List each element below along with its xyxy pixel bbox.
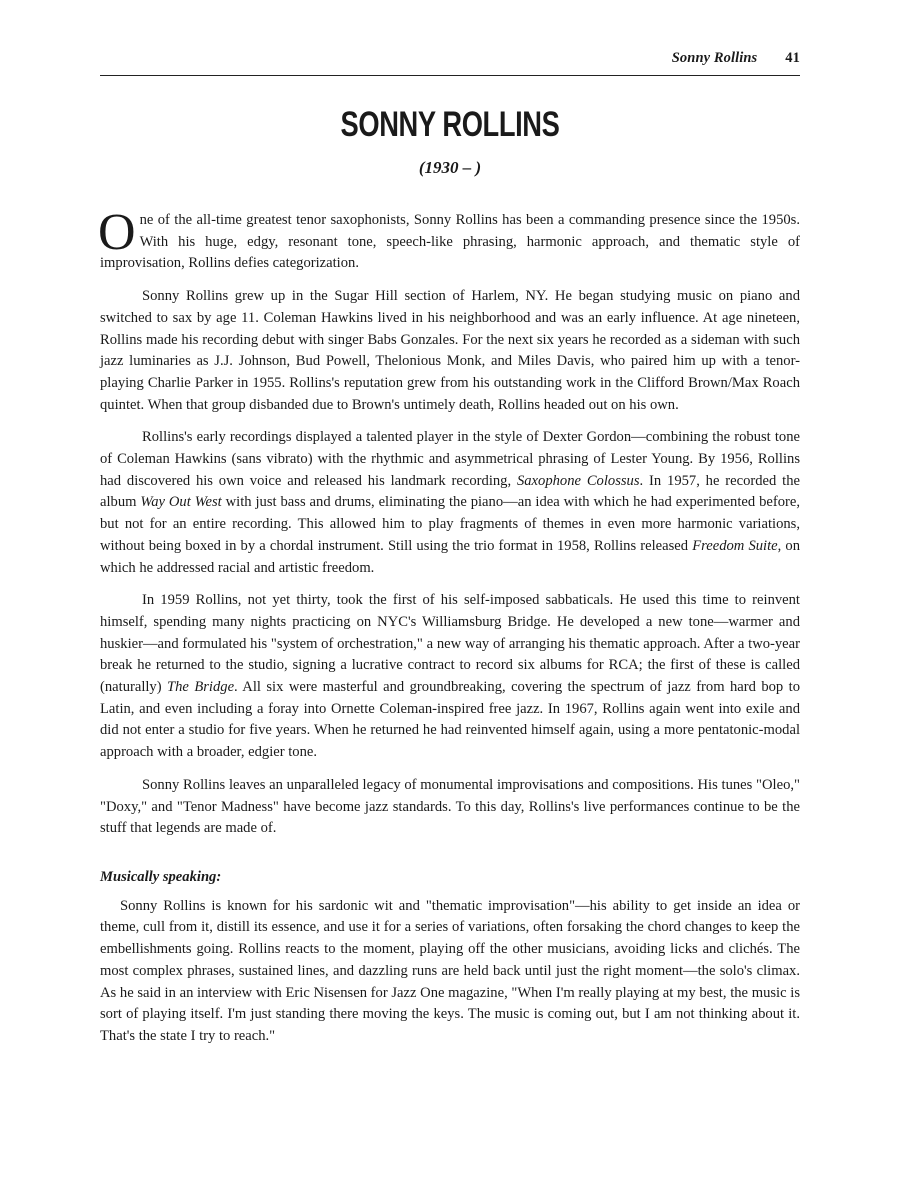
drop-cap: O (98, 204, 136, 261)
article-body (98, 204, 801, 1059)
album-title-the-bridge: The Bridge (167, 679, 235, 696)
paragraph-sabbaticals (100, 590, 800, 764)
chapter-title: SONNY ROLLINS (340, 105, 560, 144)
header-rule (100, 75, 800, 76)
album-title-saxophone-colossus: Saxophone Colossus (516, 472, 640, 489)
running-head-title: Sonny Rollins (671, 50, 758, 66)
life-dates: (1930 – ) (418, 158, 482, 177)
paragraph-intro (98, 204, 800, 275)
paragraph-musically-speaking: Sonny Rollins is known for his sardonic wit and "thematic improvisation"—his ability to get inside an idea or theme, cull from it, distill its essence, and use it for a series of variations, often forsaking the chord changes to keep the embellishments going. Rollins reacts to the moment, playing off the other musicians, avoiding licks and clichés. The most complex phrases, sustained lines, and dazzling runs are held back until just the right moment—the solo's climax. As he said in an interview with Eric Nisensen for Jazz One magazine, "When I'm really playing at my best, the music is sort of playing itself. I'm just standing there moving the keys. The music is coming out, but I am not thinking about it. That's the state I try to reach." (100, 897, 800, 1044)
section-heading-musically-speaking: Musically speaking: (100, 868, 222, 885)
paragraph-early-life: Sonny Rollins grew up in the Sugar Hill section of Harlem, NY. He began studying music on piano and switched to sax by age 11. Coleman Hawkins lived in his neighborhood and was an early influence. At age nineteen, Rollins made his recording debut with singer Babs Gonzales. For the next six years he recorded as a sideman with such jazz luminaries as J.J. Johnson, Bud Powell, Thelonious Monk, and Miles Davis, who paired him up with a tenor-playing Charlie Parker in 1955. Rollins's reputation grew from his outstanding work in the Clifford Brown/Max Roach quintet. When that group disbanded due to Brown's untimely death, Rollins headed out on his own. (100, 288, 800, 413)
paragraph-text: , on which he addressed racial and artistic freedom. (100, 537, 801, 576)
paragraph-text: with just bass and drums, eliminating the piano—an idea with which he had experimented before, but not for an entire recording. This allowed him to play fragments of themes in even more harmonic variations, without being boxed in by a chordal instrument. Still using the trio format in 1958, Rollins released (100, 494, 800, 554)
album-title-freedom-suite: Freedom Suite (692, 537, 778, 554)
paragraph-text: ne of the all-time greatest tenor saxophonists, Sonny Rollins has been a commanding presence since the 1950s. With his huge, edgy, resonant tone, speech-like phrasing, harmonic approach, and thematic style of improvisation, Rollins defies categorization. (100, 212, 800, 272)
album-title-way-out-west: Way Out West (140, 494, 222, 511)
paragraph-text: . In 1957, he recorded the album (100, 472, 800, 511)
paragraph-early-recordings (100, 427, 800, 579)
paragraph-legacy: Sonny Rollins leaves an unparalleled legacy of monumental improvisations and compositions. His tunes "Oleo," "Doxy," and "Tenor Madness" have become jazz standards. To this day, Rollins's live performances continue to be the stuff that legends are made of. (100, 776, 800, 837)
page-number: 41 (785, 50, 800, 66)
running-head (672, 50, 800, 67)
paragraph-text: In 1959 Rollins, not yet thirty, took the first of his self-imposed sabbaticals. He used this time to reinvent himself, spending many nights practicing on NYC's Williamsburg Bridge. He developed a new tone—warmer and huskier—and formulated his "system of orchestration," a new way of arranging his thematic approach. After a two-year break he returned to the studio, signing a lucrative contract to record six albums for RCA; the first of these is called (naturally) (100, 592, 800, 696)
paragraph-text: Rollins's early recordings displayed a talented player in the style of Dexter Gordon—combining the robust tone of Coleman Hawkins (sans vibrato) with the rhythmic and asymmetrical phrasing of Lester Young. By 1956, Rollins had discovered his own voice and released his landmark recording, (100, 429, 800, 489)
paragraph-text: . All six were masterful and groundbreaking, covering the spectrum of jazz from hard bop to Latin, and even including a foray into Ornette Coleman-inspired free jazz. In 1967, Rollins again went into exile and did not enter a studio for five years. When he returned he had reinvented himself again, using a more pentatonic-modal approach with a broader, edgier tone. (100, 679, 800, 761)
